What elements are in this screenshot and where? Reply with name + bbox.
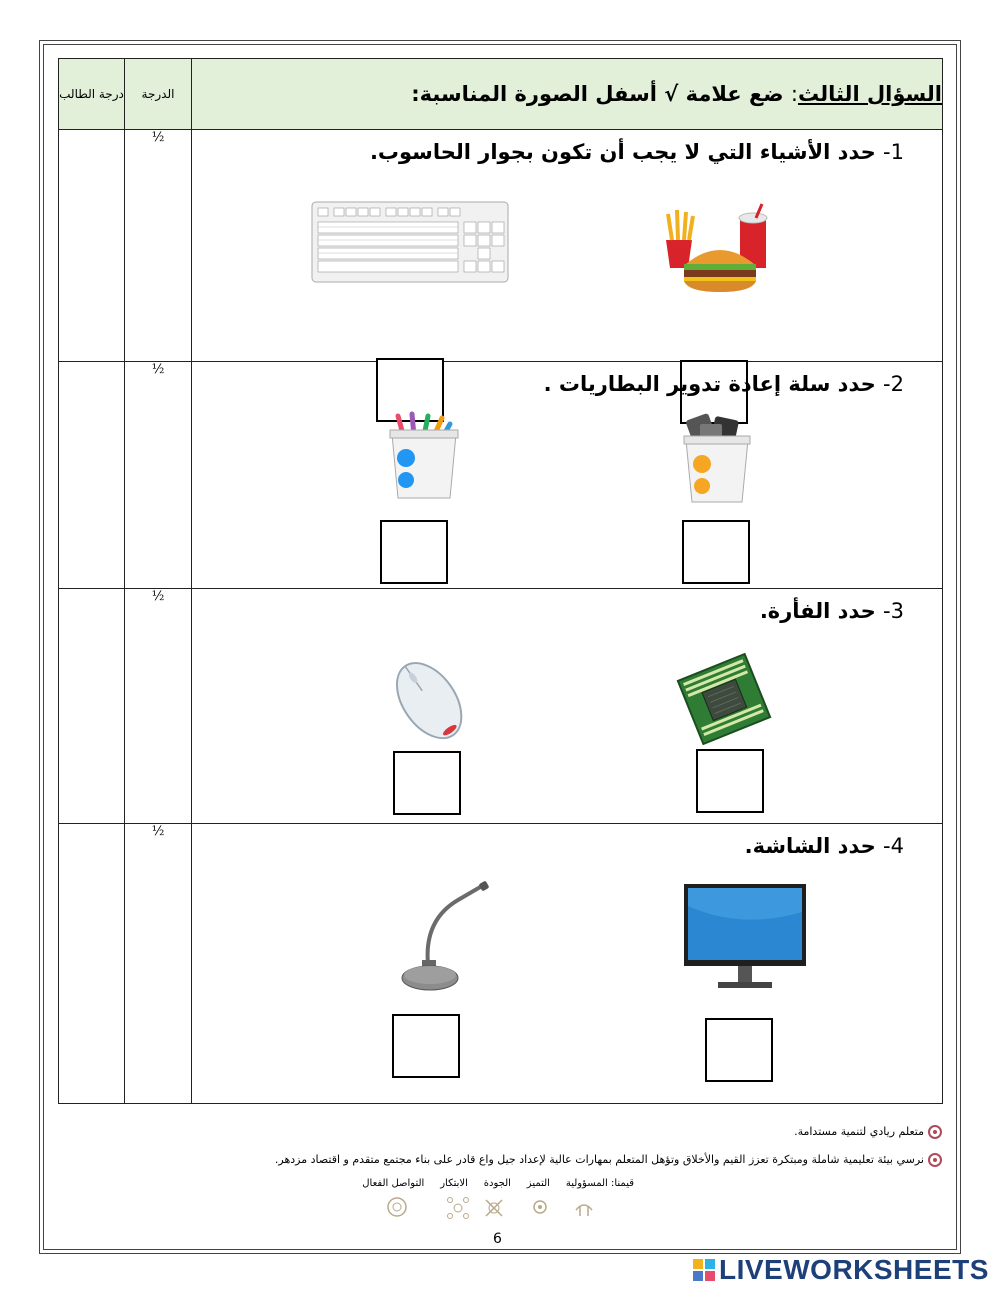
mission-text: نرسي بيئة تعليمية شاملة ومبتكرة تعزز القيم والأخلاق وتؤهل المتعلم بمهارات عالية لإعداد جيل واع قادر على بناء مجتمع متقدم و اقتصاد مزدهر. xyxy=(274,1153,924,1166)
question-cell-1 xyxy=(192,130,943,362)
answer-box-chip[interactable] xyxy=(696,749,764,813)
student-grade-cell[interactable] xyxy=(59,362,125,589)
cpu-chip-image xyxy=(674,651,774,747)
excellence-icon xyxy=(530,1196,550,1218)
student-grade-cell[interactable] xyxy=(59,824,125,1104)
monitor-image xyxy=(682,882,808,996)
student-grade-cell[interactable] xyxy=(59,130,125,362)
innovation-icon xyxy=(446,1196,470,1220)
vision-text: متعلم ريادي لتنمية مستدامة. xyxy=(794,1125,924,1138)
answer-box-bin-pens[interactable] xyxy=(380,520,448,584)
question-text-2 xyxy=(544,372,904,396)
title-instruction: ضع علامة √ أسفل الصورة المناسبة: xyxy=(411,82,791,106)
values-line: قيمنا: المسؤولية التميز الجودة الابتكار التواصل الفعال xyxy=(362,1178,634,1189)
responsibility-icon xyxy=(572,1196,596,1218)
question-text-1 xyxy=(370,140,904,164)
grade-cell: ½ xyxy=(125,130,192,362)
quality-icon xyxy=(482,1196,506,1220)
communication-icon xyxy=(386,1196,408,1218)
fast-food-image xyxy=(662,202,782,294)
question-row-4 xyxy=(59,824,943,1104)
target-icon xyxy=(928,1153,942,1167)
microphone-image xyxy=(398,880,494,996)
vision-statement xyxy=(794,1125,942,1139)
question-label: حدد سلة إعادة تدوير البطاريات . xyxy=(543,372,884,396)
header-row xyxy=(59,59,943,130)
mission-statement xyxy=(275,1153,942,1167)
grade-cell: ½ xyxy=(125,589,192,824)
question-cell-3 xyxy=(192,589,943,824)
answer-box-microphone[interactable] xyxy=(392,1014,460,1078)
grade-cell: ½ xyxy=(125,362,192,589)
question-row-1 xyxy=(59,130,943,362)
liveworksheets-brand xyxy=(693,1254,989,1286)
mouse-image xyxy=(388,649,470,749)
keyboard-image xyxy=(310,196,510,286)
question-row-3 xyxy=(59,589,943,824)
liveworksheets-logo-icon xyxy=(693,1259,715,1281)
question-number: 1- xyxy=(883,140,904,164)
question-label: حدد الشاشة. xyxy=(744,834,884,858)
answer-box-bin-phones[interactable] xyxy=(682,520,750,584)
question-cell-4 xyxy=(192,824,943,1104)
answer-box-mouse[interactable] xyxy=(393,751,461,815)
student-grade-header: درجة الطالب xyxy=(59,59,125,130)
target-icon xyxy=(928,1125,942,1139)
title-prefix: السؤال الثالث xyxy=(797,82,942,106)
question-number: 3- xyxy=(883,599,904,623)
grade-cell: ½ xyxy=(125,824,192,1104)
page-number: 6 xyxy=(493,1231,502,1247)
question-text-3 xyxy=(760,599,904,623)
worksheet-table xyxy=(58,58,943,1104)
question-number: 2- xyxy=(883,372,904,396)
grade-header: الدرجة xyxy=(125,59,192,130)
question-label: حدد الأشياء التي لا يجب أن تكون بجوار الحاسوب. xyxy=(369,140,884,164)
recycling-bin-phones-image xyxy=(678,412,758,504)
student-grade-cell[interactable] xyxy=(59,589,125,824)
brand-text: LIVEWORKSHEETS xyxy=(719,1254,989,1285)
question-number: 4- xyxy=(883,834,904,858)
question-text-4 xyxy=(745,834,904,858)
question-title xyxy=(192,59,943,130)
recycling-bin-pens-image xyxy=(384,410,464,502)
title-colon: : xyxy=(790,82,798,106)
answer-box-monitor[interactable] xyxy=(705,1018,773,1082)
question-cell-2 xyxy=(192,362,943,589)
question-label: حدد الفأرة. xyxy=(759,599,884,623)
question-row-2 xyxy=(59,362,943,589)
